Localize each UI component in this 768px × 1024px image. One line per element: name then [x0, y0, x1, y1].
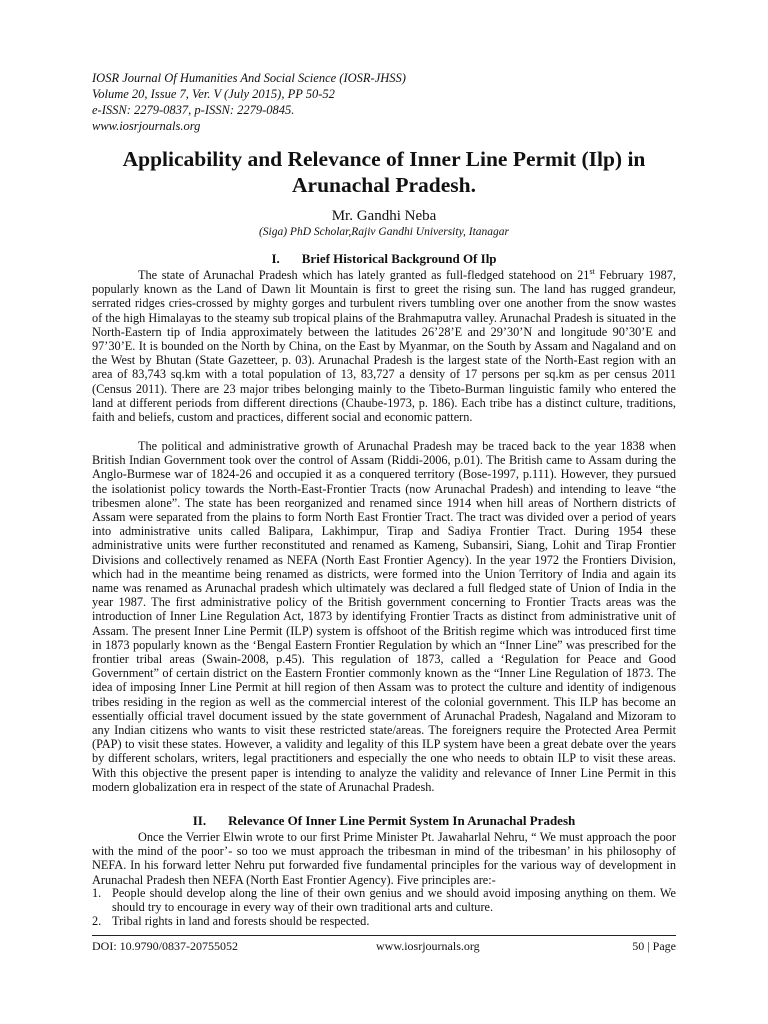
list-marker: 1. [92, 886, 102, 900]
journal-volume: Volume 20, Issue 7, Ver. V (July 2015), PP 50-52 [92, 87, 335, 101]
list-item-text: Tribal rights in land and forests should be respected. [112, 914, 370, 929]
section-1-title: Brief Historical Background Of Ilp [301, 251, 497, 266]
title-line-1: Applicability and Relevance of Inner Line Permit (Ilp) in [122, 147, 646, 171]
paragraph-text: Once the Verrier Elwin wrote to our first Prime Minister Pt. Jawaharlal Nehru, “ We must approach the poor with the mind of the poor’- so too we must approach the tribesman in mind of the tribesman’ in his philosophy of NEFA. In his forward letter Nehru put forwarded five fundamental principles for the various way of development in Arunachal Pradesh then NEFA (North East Frontier Agency). Five principles are:- [92, 830, 676, 887]
superscript: st [589, 266, 595, 276]
journal-name: IOSR Journal Of Humanities And Social Science (IOSR-JHSS) [92, 71, 406, 85]
footer-divider [92, 935, 676, 936]
paragraph-text: The state of Arunachal Pradesh which has lately granted as full-fledged statehood on 21 [138, 268, 590, 282]
footer-website[interactable]: www.iosrjournals.org [376, 939, 480, 953]
section-1-heading [80, 251, 688, 267]
journal-header [92, 70, 406, 134]
paragraph-text: February 1987, popularly known as the Land of Dawn lit Mountain is first to greet the rising sun. The land has rugged grandeur, serrated ridges cries-crossed by mighty gorges and turbulent rivers tumbling over one another from the snow wastes of the high Himalayas to the steamy sub tropical plains of the Brahmaputra valley. Arunachal Pradesh is situated in the North-Eastern tip of India approximately between the latitudes 26’28’E and 29’30’N and longitude 90’30’E and 97’30’E. It is bounded on the North by China, on the East by Myanmar, on the South by Assam and Nagaland and on the West by Bhutan (State Gazetteer, p. 03). Arunachal Pradesh is the largest state of the North-East region with an area of 83,743 sq.km with a total population of 13, 83,727 a density of 17 persons per sq.km as per census 2011 (Census 2011). There are 23 major tribes belonging mainly to the Tibeto-Burman linguistic family who entered the land at different periods from different directions (Chaube-1973, p. 186). Each tribe has a distinct culture, traditions, faith and beliefs, custom and practices, different social and economic pattern. [92, 268, 676, 425]
list-marker: 2. [92, 914, 102, 929]
journal-website[interactable]: www.iosrjournals.org [92, 119, 201, 133]
footer-page-number: 50 | Page [632, 939, 676, 953]
paper-title [80, 146, 688, 198]
section-1-number: I. [271, 251, 280, 266]
journal-issn: e-ISSN: 2279-0837, p-ISSN: 2279-0845. [92, 103, 295, 117]
footer-doi: DOI: 10.9790/0837-20755052 [92, 939, 238, 953]
title-line-2: Arunachal Pradesh. [292, 173, 476, 197]
list-item [92, 914, 676, 928]
section-2-paragraph-1 [92, 830, 676, 887]
author-affiliation: (Siga) PhD Scholar,Rajiv Gandhi University, Itanagar [258, 226, 510, 238]
author-name: Mr. Gandhi Neba [331, 208, 437, 224]
section-1-paragraph-2 [92, 439, 676, 794]
section-1-paragraph-1 [92, 268, 676, 424]
section-2-number: II. [192, 813, 207, 828]
paragraph-text: The political and administrative growth of Arunachal Pradesh may be traced back to the year 1838 when British Indian Government took over the control of Assam (Riddi-2006, p.01). The British came to Assam during the Anglo-Burmese war of 1824-26 and occupied it as a conquered territory (Bose-1997, p.111). However, they pursued the isolationist policy towards the North-East-Frontier Tracts (now Arunachal Pradesh) and intending to leave “the tribesmen alone”. The state has been reorganized and renamed since 1914 when hill areas of Northern districts of Assam were separated from the plains to form North East Frontier Tract. The tract was divided over a period of years into administrative units called Balipara, Lakhimpur, Tirap and Sadiya Frontier Tract. During 1954 these administrative units were further reconstituted and renamed as Kameng, Subansiri, Siang, Lohit and Tirap Frontier Divisions and collectively renamed as NEFA (North East Frontier Agency). In the year 1972 the Frontiers Division, which had in the meantime being renamed as districts, were formed into the Union Territory of India and again its name was renamed as Arunachal pradesh which ultimately was declared a full fledged state of Union of India in the year 1987. The first administrative policy of the British government concerning to Frontier Tracts areas was the introduction of Inner Line Regulation Act, 1873 by identifying Frontier Tracts as distinct from administrative unit of Assam. The present Inner Line Permit (ILP) system is offshoot of the British regime which was introduced first time in 1873 popularly known as the ‘Bengal Eastern Frontier Regulation by which an “Inner Line” was prescribed for the frontier tribal areas (Swain-2008, p.45). This regulation of 1873, called a ‘Regulation for Peace and Good Government” of certain district on the Eastern Frontier commonly known as the “Inner Line Regulation of 1873. The idea of imposing Inner Line Permit at hill region of then Assam was to protect the culture and identity of indigenous tribes residing in the region as well as the commercial interest of the colonial government. This ILP has become an essentially official travel document issued by the state government of Arunachal Pradesh, Nagaland and Mizoram to any Indian citizens who wants to visit these restricted state/areas. The foreigners require the Protected Area Permit (PAP) to visit these states. However, a validity and legality of this ILP system have been a great debate over the years by different scholars, writers, legal practitioners and especially the one who needs to obtain ILP to visit these areas. With this objective the present paper is intending to analyze the validity and relevance of Inner Line Permit in this modern globalization era in respect of the state of Arunachal Pradesh. [92, 439, 676, 794]
principles-list [92, 886, 676, 929]
list-item-text: People should develop along the line of their own genius and we should avoid imposing anything on them. We should try to encourage in every way of their own traditional arts and culture. [112, 886, 676, 915]
section-2-title: Relevance Of Inner Line Permit System In Arunachal Pradesh [228, 813, 576, 828]
section-2-heading [80, 813, 688, 829]
list-item [92, 886, 676, 914]
